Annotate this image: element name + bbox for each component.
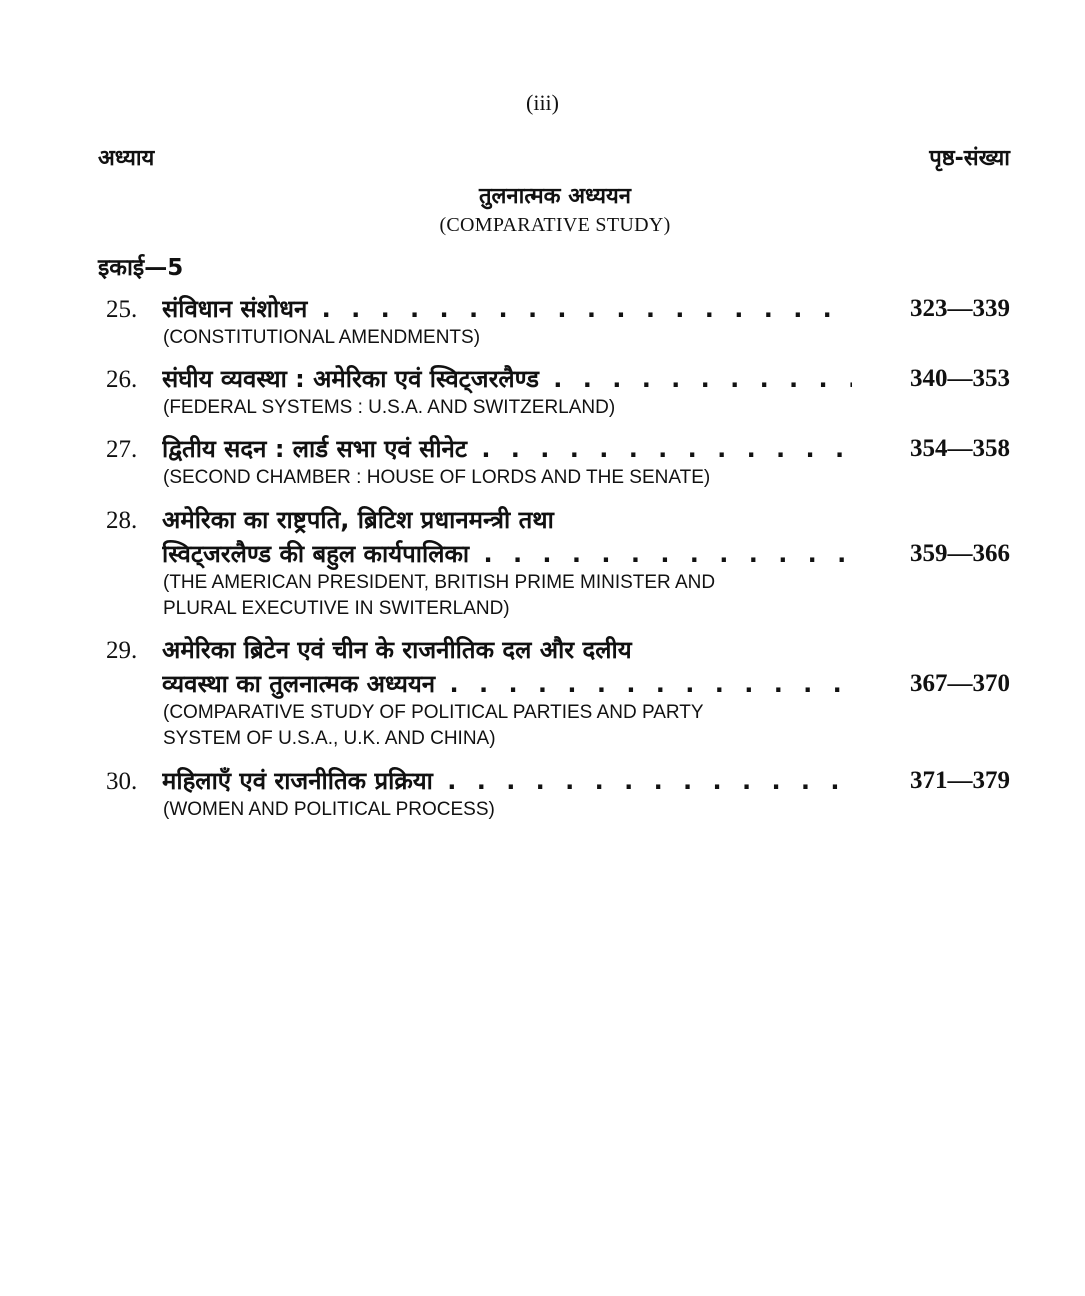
page-column-header: पृष्ठ-संख्या <box>929 146 1010 171</box>
page-range: 354—358 <box>870 432 1010 466</box>
chapter-number: 26. <box>106 366 138 393</box>
chapter-title-english: (CONSTITUTIONAL AMENDMENTS) <box>163 327 481 348</box>
page-number: (iii) <box>526 90 559 115</box>
chapter-title-english-line-1: (THE AMERICAN PRESIDENT, BRITISH PRIME MINISTER AND <box>163 572 716 593</box>
chapter-column-header: अध्याय <box>98 146 155 171</box>
chapter-number: 28. <box>106 507 138 534</box>
chapter-title-english: (WOMEN AND POLITICAL PROCESS) <box>163 799 495 820</box>
chapter-number: 27. <box>106 436 138 463</box>
page-range: 367—370 <box>870 667 1010 701</box>
chapter-number: 25. <box>106 296 138 323</box>
chapter-title-hindi: संघीय व्यवस्था : अमेरिका एवं स्विट्जरलैण्ड . . . <box>162 362 852 396</box>
chapter-title-hindi: महिलाएँ एवं राजनीतिक प्रक्रिया . . . <box>162 764 852 798</box>
page-range: 340—353 <box>870 362 1010 396</box>
chapter-number: 30. <box>106 768 138 795</box>
chapter-title-english-line-2: SYSTEM OF U.S.A., U.K. AND CHINA) <box>163 728 496 749</box>
chapter-title-english: (SECOND CHAMBER : HOUSE OF LORDS AND THE SENATE) <box>163 467 711 488</box>
page-range: 359—366 <box>870 537 1010 571</box>
chapter-title-hindi: द्वितीय सदन : लार्ड सभा एवं सीनेट . . . <box>162 432 852 466</box>
page-range: 323—339 <box>870 292 1010 326</box>
chapter-number: 29. <box>106 637 138 664</box>
chapter-title-hindi-line-2: स्विट्जरलैण्ड की बहुल कार्यपालिका . . . <box>162 537 852 571</box>
chapter-title-english-line-1: (COMPARATIVE STUDY OF POLITICAL PARTIES AND PARTY <box>163 702 704 723</box>
chapter-title-english: (FEDERAL SYSTEMS : U.S.A. AND SWITZERLAND) <box>163 397 616 418</box>
section-title-english: (COMPARATIVE STUDY) <box>439 214 671 236</box>
chapter-title-hindi-line-2: व्यवस्था का तुलनात्मक अध्ययन . . . <box>162 667 852 701</box>
page-range: 371—379 <box>870 764 1010 798</box>
chapter-title-english-line-2: PLURAL EXECUTIVE IN SWITERLAND) <box>163 598 510 619</box>
unit-label: इकाई—5 <box>98 255 184 281</box>
chapter-title-hindi: संविधान संशोधन . . . <box>162 292 852 326</box>
chapter-title-hindi-line-1: अमेरिका का राष्ट्रपति, ब्रिटिश प्रधानमन्त्री तथा <box>162 506 554 534</box>
section-title-hindi: तुलनात्मक अध्ययन <box>478 184 632 209</box>
chapter-title-hindi-line-1: अमेरिका ब्रिटेन एवं चीन के राजनीतिक दल और दलीय <box>162 636 632 664</box>
